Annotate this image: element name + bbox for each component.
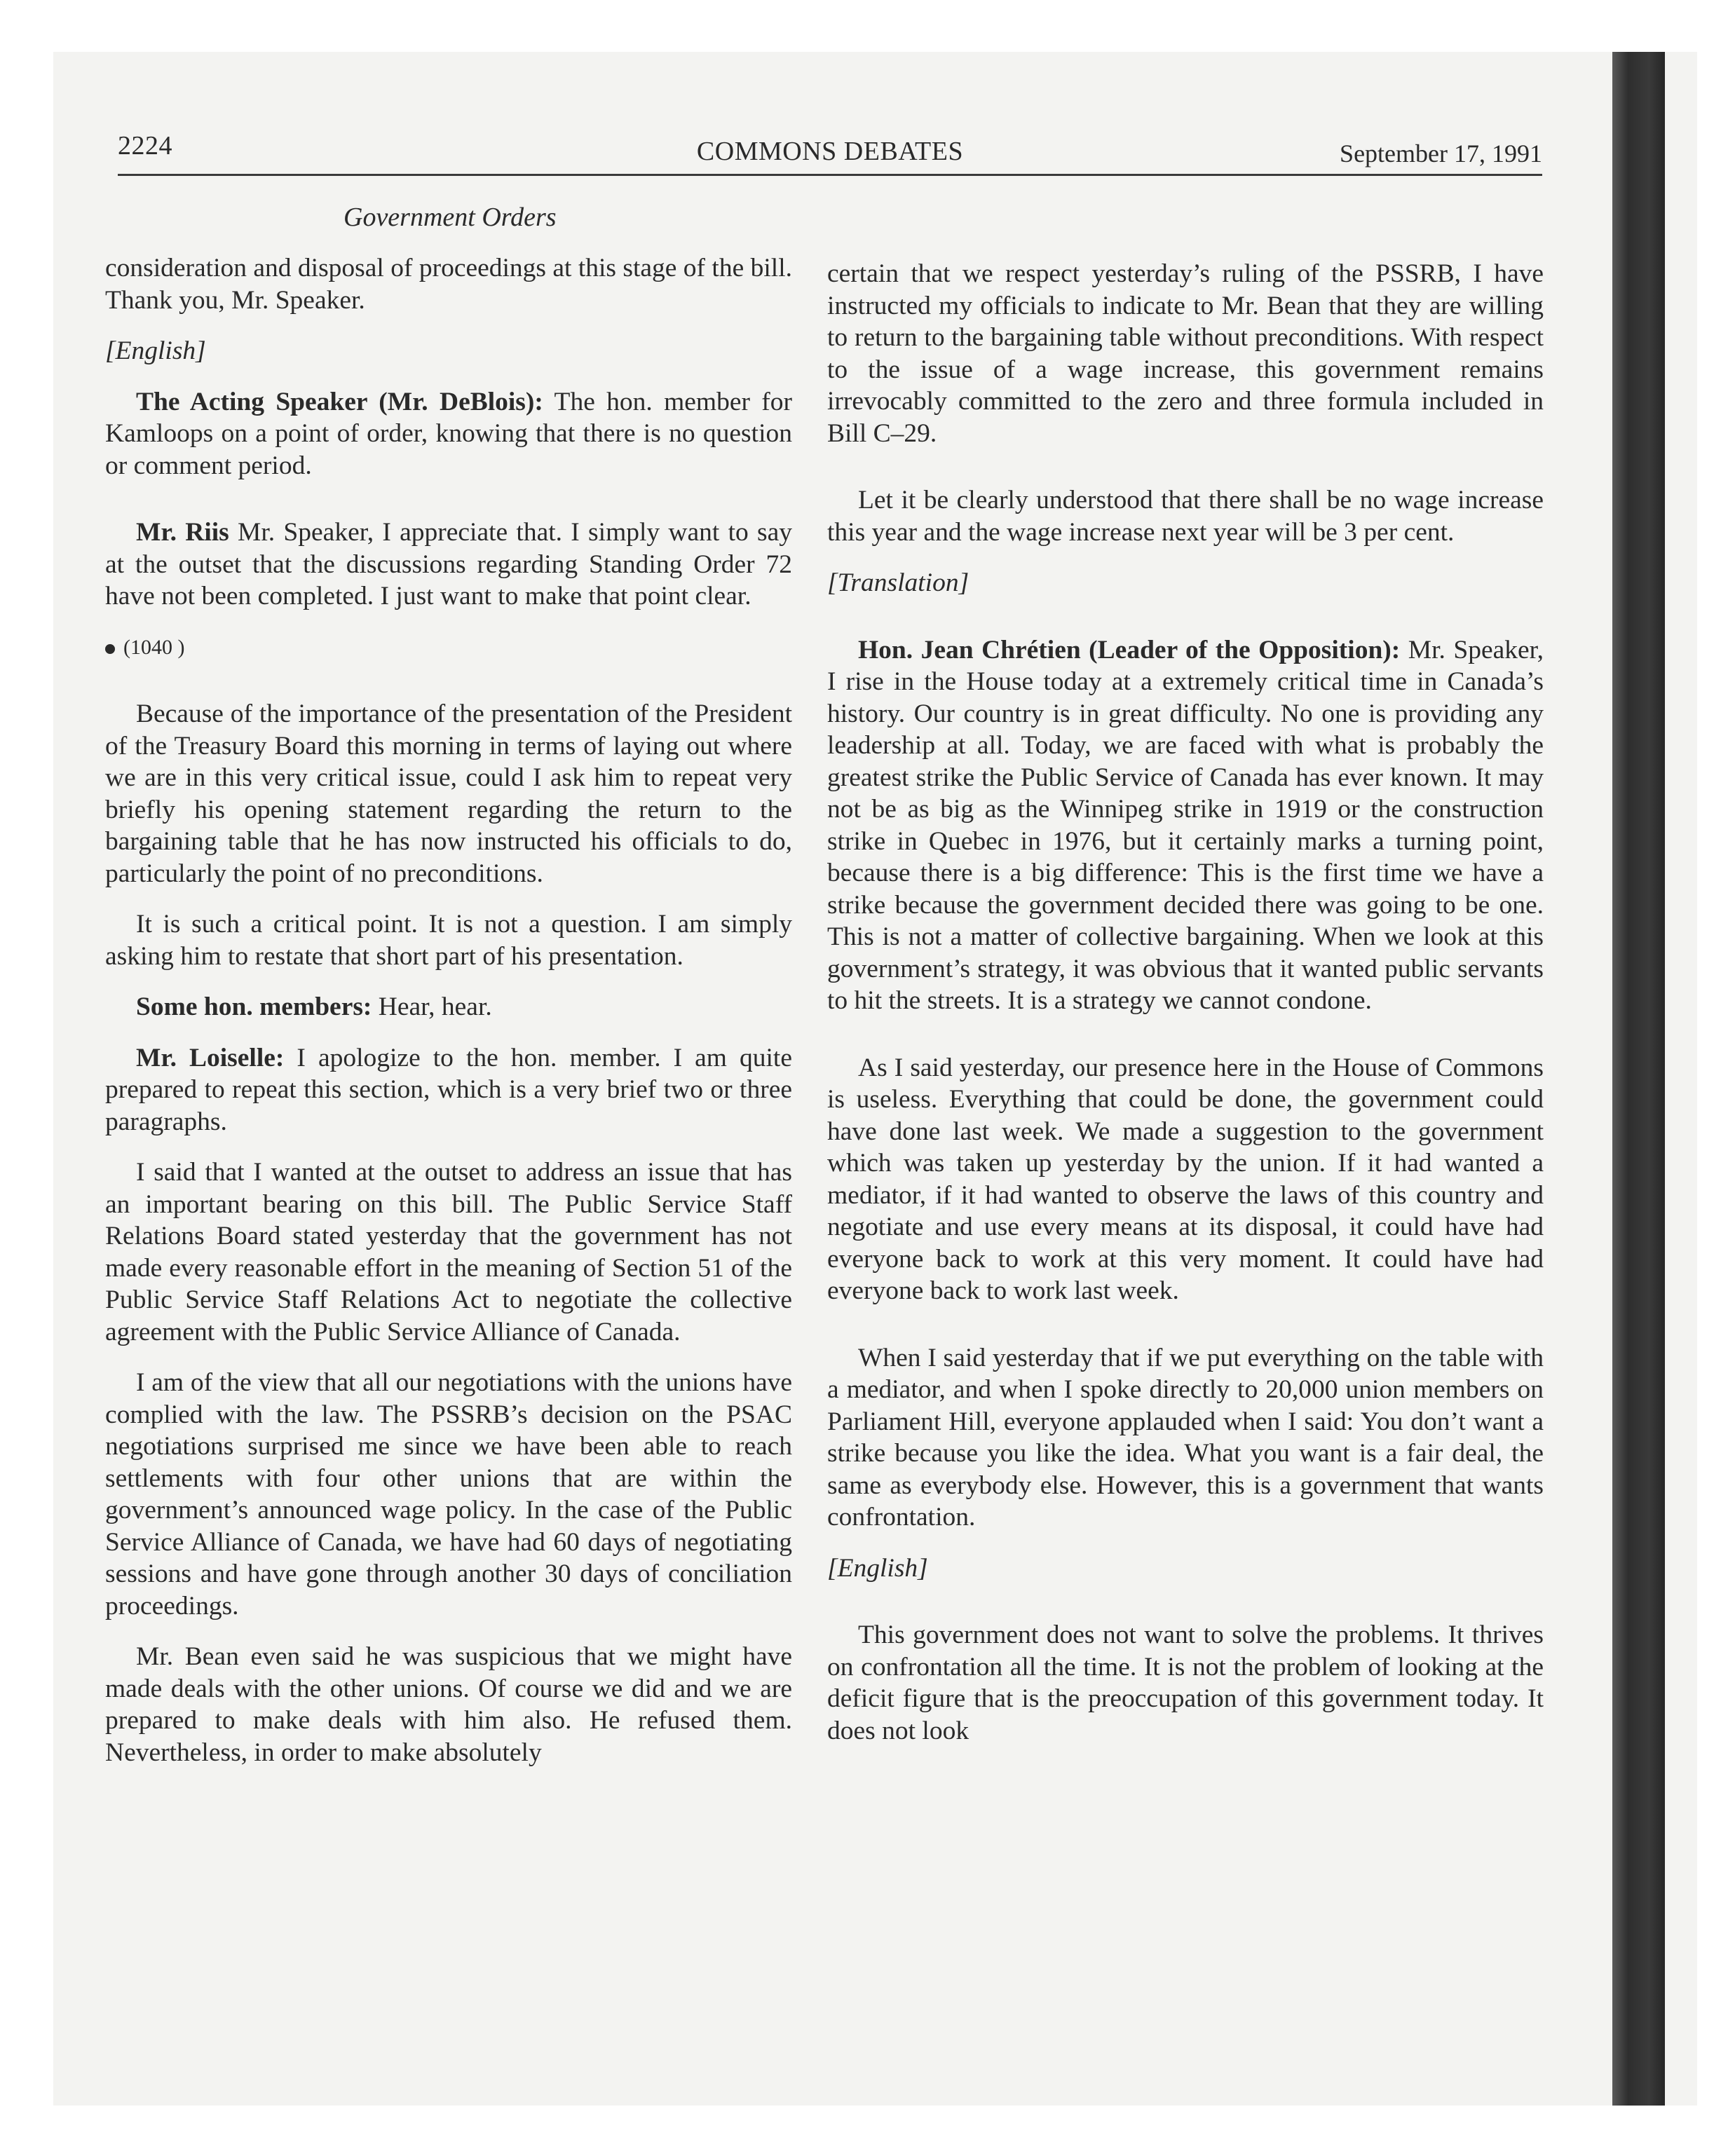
speaker-name: Hon. Jean Chrétien (Leader of the Opposition): [858,635,1401,664]
paragraph: consideration and disposal of proceedings at this stage of the bill. Thank you, Mr. Speaker. [105,254,792,315]
language-marker: [English] [827,1553,928,1583]
paragraph [827,634,1544,1017]
time-marker [105,632,792,664]
paragraph: certain that we respect yesterday’s ruling of the PSSRB, I have instructed my officials to indicate to Mr. Bean that they are willing to return to the bargaining table without preconditions. With respect to the issue of a wage increase, this government remains irrevocably committed to the zero and three formula included in Bill C–29. [827,259,1544,448]
running-head: COMMONS DEBATES [696,137,964,166]
speaker-name: Mr. Loiselle: [136,1043,285,1072]
speech-text: Hear, hear. [372,992,492,1021]
paragraph: As I said yesterday, our presence here in the House of Commons is useless. Everything that could be done, the government could have done last week. We made a suggestion to the government which was taken up yesterday by the union. If it had wanted a mediator, if it had wanted to observe the laws of this country and negotiate and use every means at its disposal, it could have had everyone back to work at this very moment. It could have had everyone back to work last week. [827,1053,1544,1305]
paragraph: This government does not want to solve the problems. It thrives on confrontation all the time. It is not the problem of looking at the deficit figure that is the preoccupation of this government today. It does not look [827,1621,1544,1745]
page-number: 2224 [118,131,172,161]
speech-text: Mr. Speaker, I appreciate that. I simply want to say at the outset that the discussions regarding Standing Order 72 have not been completed. I just want to make that point clear. [105,518,793,610]
speech-text: The hon. member for Kamloops on a point of order, knowing that there is no question or comment period. [105,387,793,480]
speaker-name: The Acting Speaker (Mr. DeBlois): [136,387,543,416]
paragraph: It is such a critical point. It is not a question. I am simply asking him to restate that short part of his presentation. [105,910,792,971]
paragraph: I am of the view that all our negotiations with the unions have complied with the law. The PSSRB’s decision on the PSAC negotiations surprised me since we have been able to reach settlements with four other unions that are within the government’s announced wage policy. In the case of the Public Service Alliance of Canada, we have had 60 days of negotiating sessions and have gone through another 30 days of conciliation proceedings. [105,1368,792,1621]
speaker-name: Some hon. members: [136,992,372,1021]
paragraph: When I said yesterday that if we put everything on the table with a mediator, and when I spoke directly to 20,000 union members on Parliament Hill, everyone applauded when I said: You don’t want a strike because you like the idea. What you want is a fair deal, the same as everybody else. However, this is a government that wants confrontation. [827,1343,1544,1531]
paragraph [105,386,792,482]
section-title: Government Orders [343,203,557,232]
header-date: September 17, 1991 [1340,139,1542,168]
page-header [118,130,1542,176]
binding-shadow [1612,52,1665,2106]
time-stamp: (1040 ) [123,635,185,659]
paragraph: Mr. Bean even said he was suspicious that we might have made deals with the other unions. Of course we did and we are prepared to make deals with him also. He refused them. Nevertheless, in order to make absolutely [105,1642,792,1767]
speech-text: Mr. Speaker, I rise in the House today at a extremely critical time in Canada’s history. Our country is in great difficulty. No one is providing any leadership at all. Today, we are faced with what is probably the greatest strike the Public Service of Canada has ever known. It may not be as big as the Winnipeg strike in 1919 or the construction strike in Quebec in 1976, but it certainly marks a turning point, because there is a big difference: This is the first time we have a strike because the government decided there was going to be one. This is not a matter of collective bargaining. When we look at this government’s strategy, it was obvious that it wanted public servants to hit the streets. It is a strategy we cannot condone. [827,635,1544,1015]
right-column [827,258,1544,1766]
language-marker: [Translation] [827,568,969,597]
paragraph [105,517,792,613]
language-marker: [English] [105,336,206,365]
paragraph: I said that I wanted at the outset to address an issue that has an important bearing on this bill. The Public Service Staff Relations Board stated yesterday that the government has not made every reasonable effort in the meaning of Section 51 of the Public Service Staff Relations Act to negotiate the collective agreement with the Public Service Alliance of Canada. [105,1158,792,1346]
paragraph [105,1042,792,1138]
bullet-icon [105,644,115,654]
speech-text: I apologize to the hon. member. I am quite prepared to repeat this section, which is a very brief two or three paragraphs. [105,1043,792,1136]
paragraph: Because of the importance of the presentation of the President of the Treasury Board this morning in terms of laying out where we are in this very critical issue, could I ask him to repeat very briefly his opening statement regarding the return to the bargaining table that he has now instructed his officials to do, particularly the point of no preconditions. [105,700,792,888]
paragraph [105,991,792,1023]
left-column [105,252,792,1787]
paragraph: Let it be clearly understood that there shall be no wage increase this year and the wage increase next year will be 3 per cent. [827,486,1544,547]
speaker-name: Mr. Riis [136,518,229,547]
